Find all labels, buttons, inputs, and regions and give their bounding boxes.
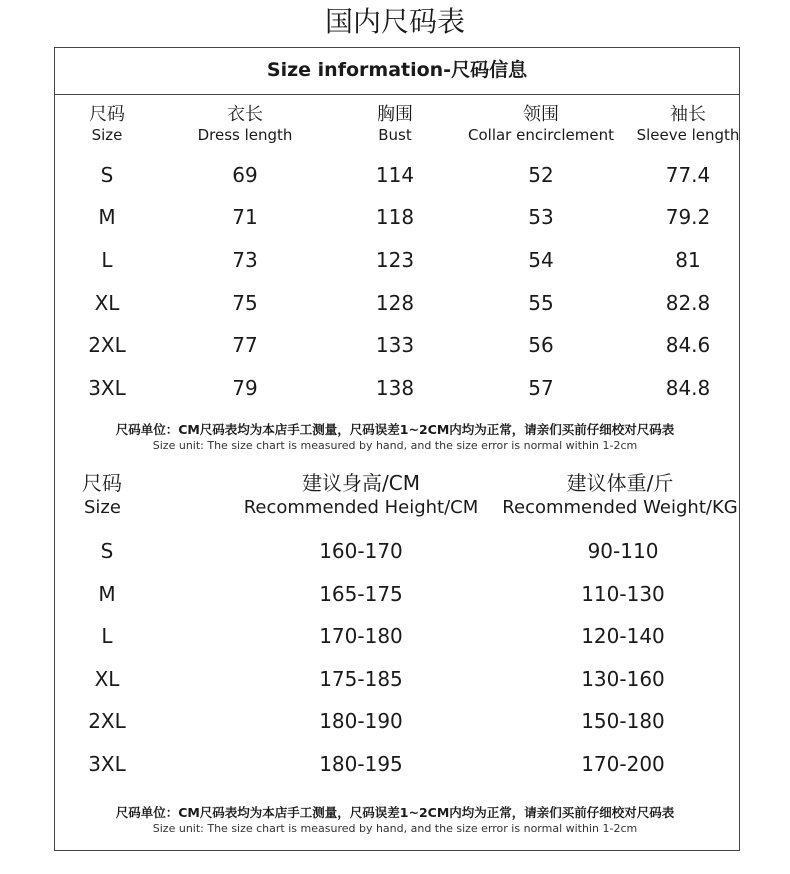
- header-sleeve-en: Sleeve length: [636, 126, 740, 144]
- size-cell: XL: [94, 667, 120, 691]
- header-collar-en: Collar encirclement: [468, 126, 614, 144]
- height-cell: 160-170: [319, 539, 403, 563]
- bust-cell: 114: [375, 163, 415, 187]
- size-cell: L: [101, 624, 113, 648]
- collar-cell: 54: [528, 248, 554, 272]
- sleeve-cell: 84.6: [665, 333, 711, 357]
- dress-length-cell: 71: [232, 205, 258, 229]
- size-note-cn: 尺码单位：CM尺码表均为本店手工测量，尺码误差1~2CM内均为正常，请亲们买前仔细校对尺码表: [115, 422, 675, 437]
- header2-size-cn: 尺码: [82, 471, 122, 495]
- weight-cell: 170-200: [581, 752, 665, 776]
- size-cell: M: [98, 582, 116, 606]
- dress-length-cell: 73: [232, 248, 258, 272]
- header-height-en: Recommended Height/CM: [243, 497, 479, 518]
- size-cell: L: [101, 248, 113, 272]
- sleeve-cell: 84.8: [665, 376, 711, 400]
- weight-cell: 120-140: [581, 624, 665, 648]
- weight-cell: 150-180: [581, 709, 665, 733]
- weight-cell: 110-130: [581, 582, 665, 606]
- collar-cell: 52: [528, 163, 554, 187]
- collar-cell: 57: [528, 376, 554, 400]
- dress-length-cell: 79: [232, 376, 258, 400]
- bust-cell: 123: [375, 248, 415, 272]
- header-size-cn: 尺码: [89, 104, 125, 125]
- sleeve-cell: 82.8: [665, 291, 711, 315]
- dress-length-cell: 69: [232, 163, 258, 187]
- header-collar-cn: 领围: [523, 104, 559, 125]
- size-note-en: Size unit: The size chart is measured by hand, and the size error is normal within 1-2cm: [152, 439, 638, 452]
- size-note-cn: 尺码单位：CM尺码表均为本店手工测量，尺码误差1~2CM内均为正常，请亲们买前仔细校对尺码表: [115, 805, 675, 820]
- size-cell: S: [100, 539, 114, 563]
- header-dress-length-cn: 衣长: [227, 104, 263, 125]
- height-cell: 180-195: [319, 752, 403, 776]
- collar-cell: 55: [528, 291, 554, 315]
- weight-cell: 90-110: [587, 539, 659, 563]
- page-title: 国内尺码表: [324, 5, 465, 38]
- header-height-cn: 建议身高/CM: [302, 471, 420, 495]
- bust-cell: 138: [375, 376, 415, 400]
- sleeve-cell: 81: [675, 248, 701, 272]
- header-size-en: Size: [91, 126, 123, 144]
- section-title: Size information-尺码信息: [54, 47, 740, 95]
- collar-cell: 56: [528, 333, 554, 357]
- header2-size-en: Size: [84, 497, 121, 518]
- dress-length-cell: 75: [232, 291, 258, 315]
- header-dress-length-en: Dress length: [197, 126, 293, 144]
- header-weight-cn: 建议体重/斤: [566, 471, 674, 495]
- header-weight-en: Recommended Weight/KG: [502, 497, 738, 518]
- size-cell: 2XL: [88, 333, 126, 357]
- weight-cell: 130-160: [581, 667, 665, 691]
- size-cell: 3XL: [88, 376, 126, 400]
- size-cell: 3XL: [88, 752, 126, 776]
- header-sleeve-cn: 袖长: [670, 104, 706, 125]
- sleeve-cell: 79.2: [665, 205, 711, 229]
- height-cell: 180-190: [319, 709, 403, 733]
- collar-cell: 53: [528, 205, 554, 229]
- header-bust-cn: 胸围: [377, 104, 413, 125]
- size-cell: XL: [94, 291, 120, 315]
- size-cell: M: [98, 205, 116, 229]
- bust-cell: 128: [375, 291, 415, 315]
- height-cell: 170-180: [319, 624, 403, 648]
- bust-cell: 118: [375, 205, 415, 229]
- sleeve-cell: 77.4: [665, 163, 711, 187]
- bust-cell: 133: [375, 333, 415, 357]
- height-cell: 165-175: [319, 582, 403, 606]
- height-cell: 175-185: [319, 667, 403, 691]
- size-note-en: Size unit: The size chart is measured by hand, and the size error is normal within 1-2cm: [152, 822, 638, 835]
- header-bust-en: Bust: [378, 126, 412, 144]
- size-cell: 2XL: [88, 709, 126, 733]
- size-cell: S: [100, 163, 114, 187]
- dress-length-cell: 77: [232, 333, 258, 357]
